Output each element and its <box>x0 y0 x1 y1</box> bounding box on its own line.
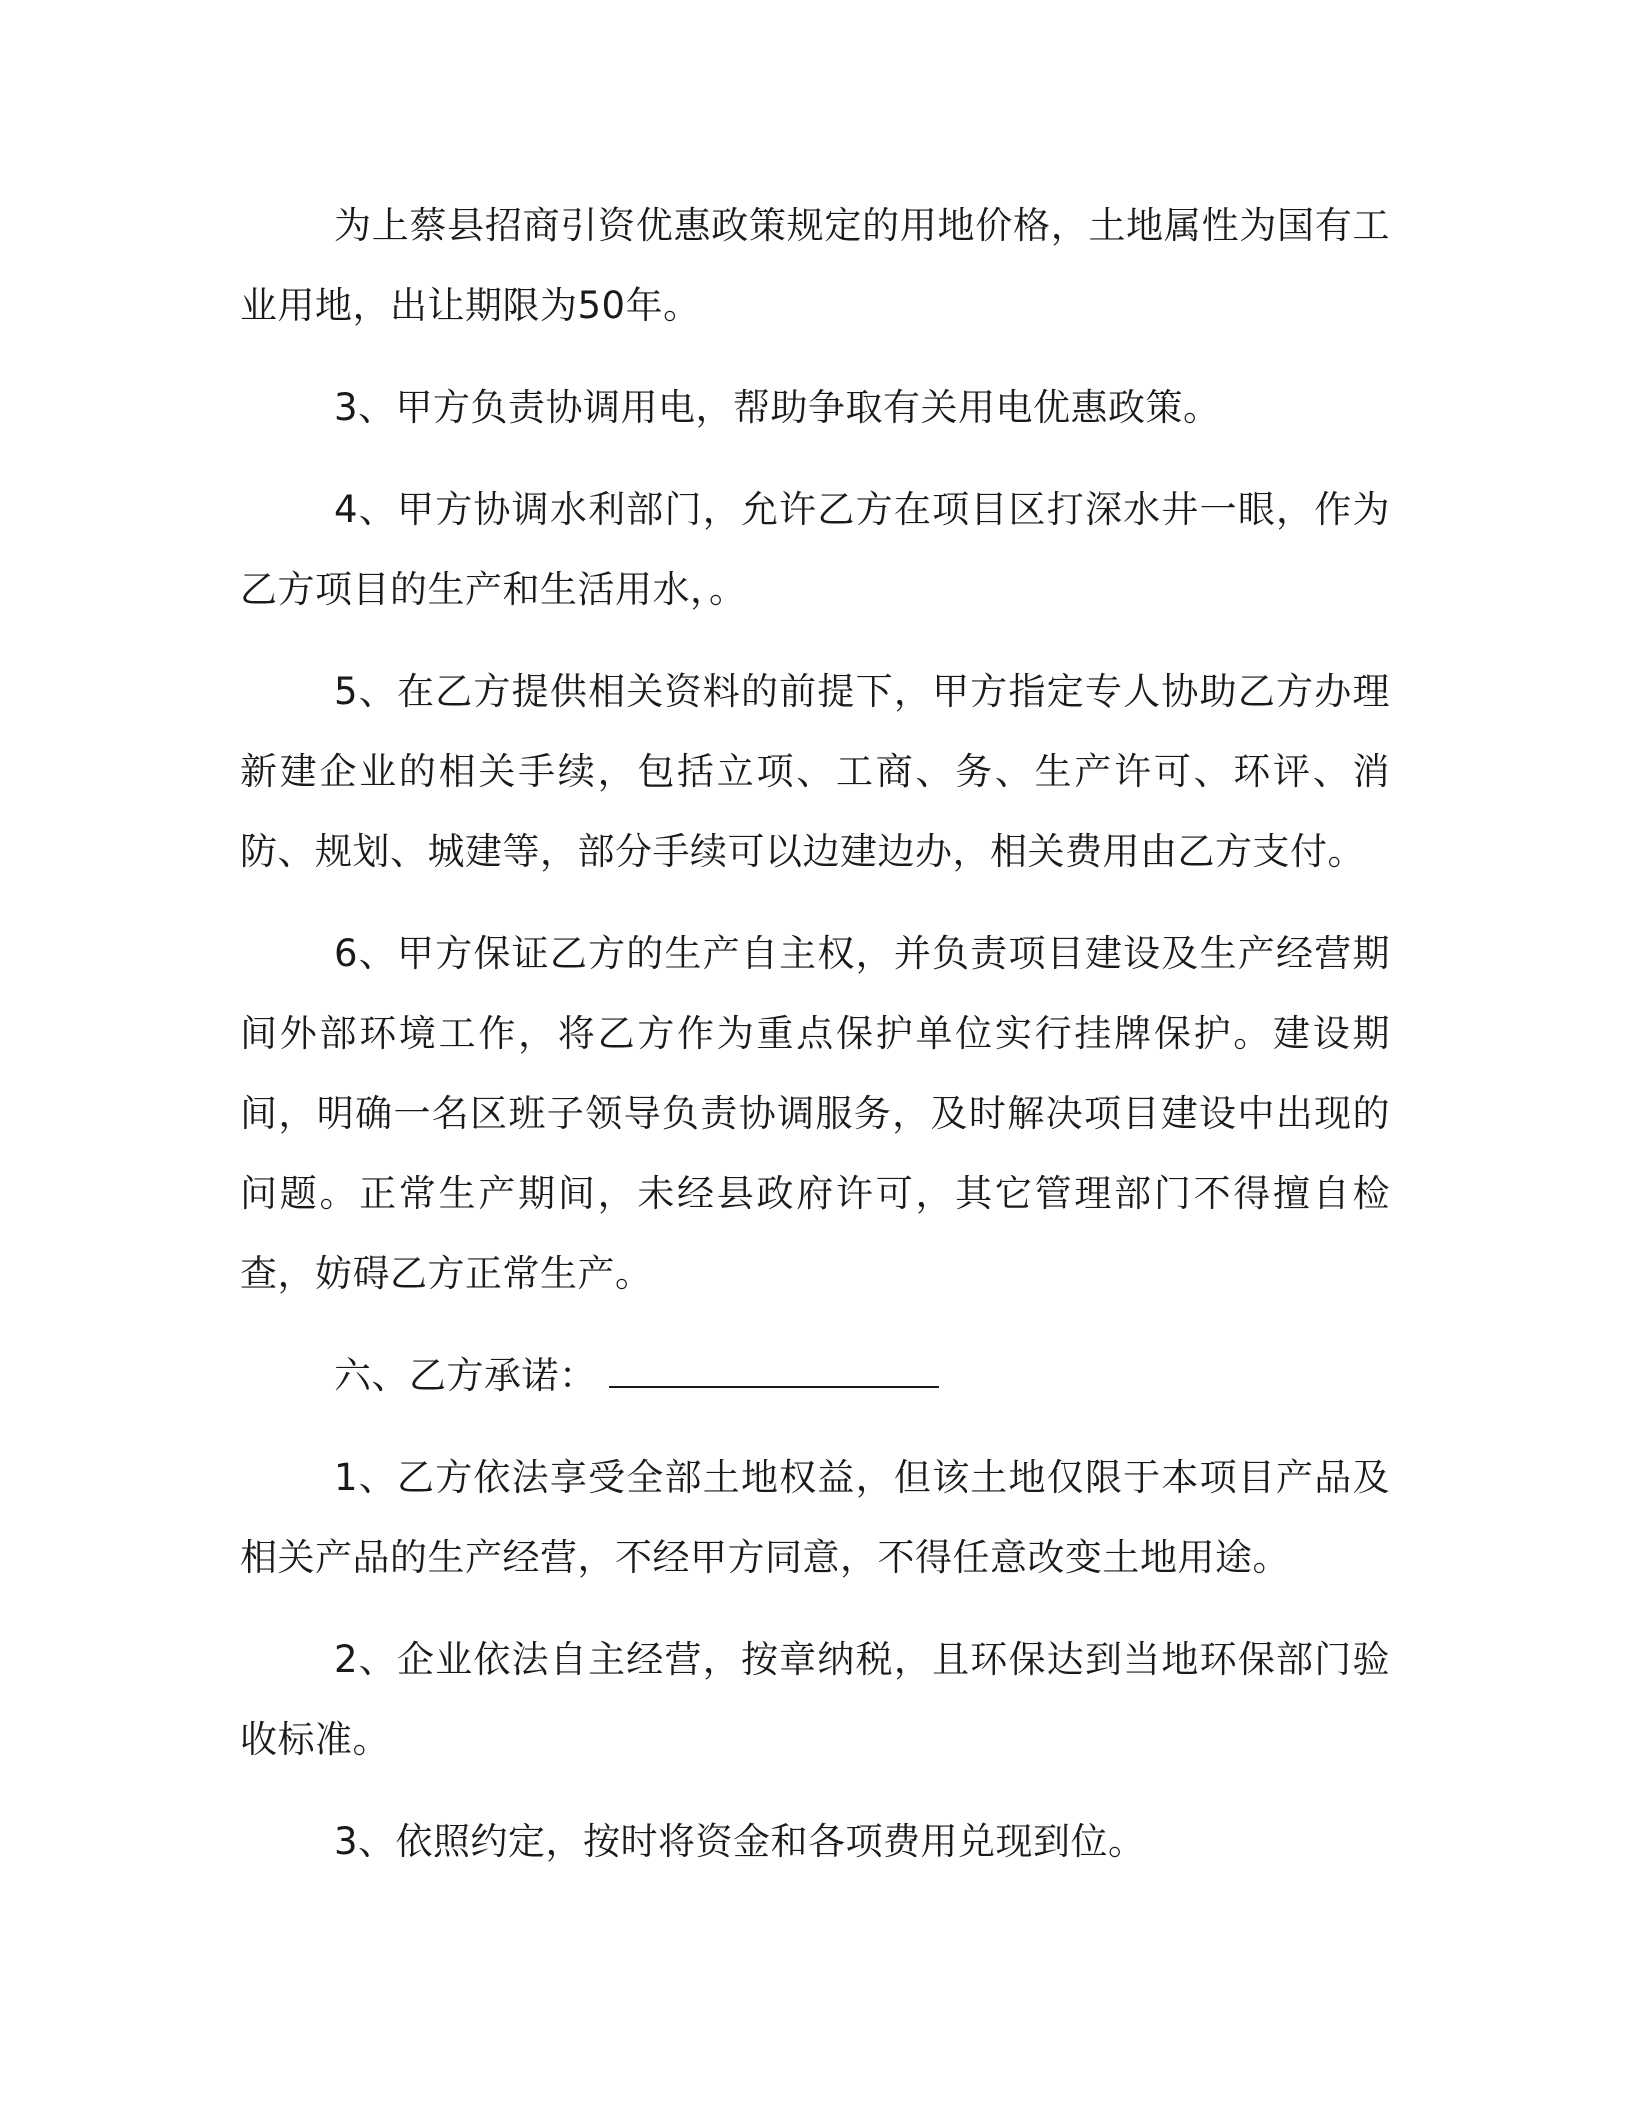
section-heading-party-b-commitments <box>240 1336 1390 1416</box>
fill-in-blank-line <box>609 1356 939 1388</box>
paragraph-land-price: 为上蔡县招商引资优惠政策规定的用地价格，土地属性为国有工业用地，出让期限为50年。 <box>240 204 1390 327</box>
paragraph-commitment-2-operations: 2、企业依法自主经营，按章纳税，且环保达到当地环保部门验收标准。 <box>240 1638 1390 1761</box>
paragraph-clause-3-electricity: 3、甲方负责协调用电，帮助争取有关用电优惠政策。 <box>334 386 1221 429</box>
paragraph-commitment-3-funds: 3、依照约定，按时将资金和各项费用兑现到位。 <box>334 1820 1146 1863</box>
paragraph-clause-4-water: 4、甲方协调水利部门，允许乙方在项目区打深水井一眼，作为乙方项目的生产和生活用水，。 <box>240 488 1390 611</box>
document-body <box>240 186 1390 1904</box>
section-heading-text: 六、乙方承诺： <box>334 1354 597 1397</box>
paragraph-clause-6-autonomy: 6、甲方保证乙方的生产自主权，并负责项目建设及生产经营期间外部环境工作，将乙方作为重点保护单位实行挂牌保护。建设期间，明确一名区班子领导负责协调服务，及时解决项目建设中出现的问题。正常生产期间，未经县政府许可，其它管理部门不得擅自检查，妨碍乙方正常生产。 <box>240 932 1390 1295</box>
paragraph-clause-5-procedures: 5、在乙方提供相关资料的前提下，甲方指定专人协助乙方办理新建企业的相关手续，包括立项、工商、务、生产许可、环评、消防、规划、城建等，部分手续可以边建边办，相关费用由乙方支付。 <box>240 670 1390 873</box>
paragraph-commitment-1-land-use: 1、乙方依法享受全部土地权益，但该土地仅限于本项目产品及相关产品的生产经营，不经甲方同意，不得任意改变土地用途。 <box>240 1456 1390 1579</box>
